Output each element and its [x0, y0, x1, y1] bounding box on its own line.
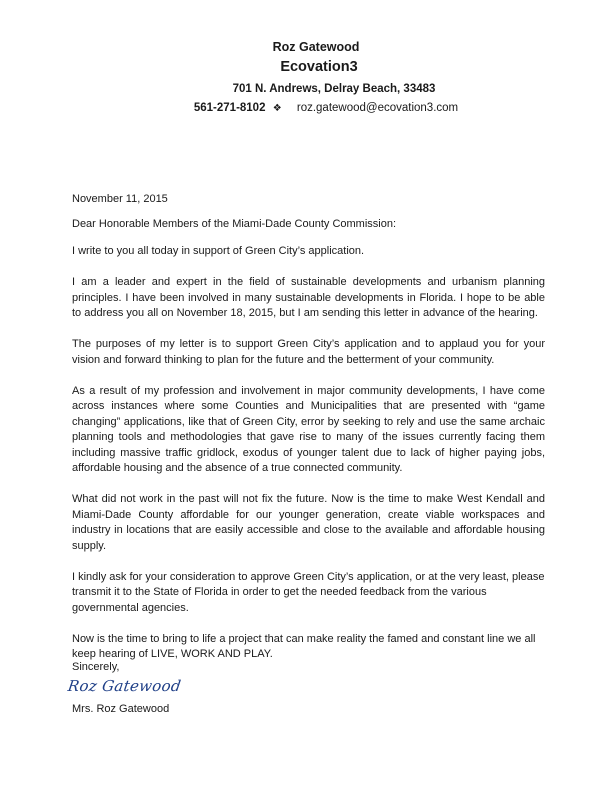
handwritten-signature: Roz Gatewood	[66, 677, 183, 695]
letter-body	[72, 192, 545, 678]
diamond-separator-icon: ❖	[272, 103, 282, 114]
letterhead-phone: 561-271-8102	[193, 102, 266, 114]
paragraph-5: What did not work in the past will not fix the future. Now is the time to make West Kendall and Miami-Dade County affordable for our younger generation, create viable workspaces and industry in locations that are easily accessible and close to the available and affordable housing supply.	[72, 493, 545, 552]
paragraph-7: Now is the time to bring to life a project that can make reality the famed and constant line we all keep hearing of LIVE, WORK AND PLAY.	[72, 632, 536, 660]
letter-salutation: Dear Honorable Members of the Miami-Dade County Commission:	[72, 217, 397, 230]
letter-closing: Sincerely,	[72, 661, 120, 673]
letterhead-contact	[40, 101, 612, 116]
letterhead-company: Ecovation3	[280, 59, 358, 75]
signer-name: Mrs. Roz Gatewood	[72, 703, 170, 715]
paragraph-2: I am a leader and expert in the field of sustainable developments and urbanism planning principles. I have been involved in many sustainable developments in Florida. I hope to be able to address you all on November 18, 2015, but I am sending this letter in advance of the hearing.	[72, 276, 545, 319]
letterhead	[0, 40, 612, 116]
paragraph-1: I write to you all today in support of Green City’s application.	[72, 245, 365, 257]
paragraph-3: The purposes of my letter is to support Green City’s application and to applaud you for your vision and forward thinking to plan for the future and the betterment of your community.	[72, 338, 545, 366]
paragraph-4: As a result of my profession and involvement in major community developments, I have come across instances where some Counties and Municipalities that are presented with “game changing” applications, like that of Green City, error by seeking to rely and use the same archaic planning tools and methodologies that gave rise to many of the issues currently facing them including massive traffic gridlock, exodus of younger talent due to lack of higher paying jobs, affordable housing and the absence of a true connected community.	[72, 384, 545, 474]
letterhead-address: 701 N. Andrews, Delray Beach, 33483	[232, 83, 436, 95]
letterhead-name: Roz Gatewood	[272, 40, 360, 54]
letter-date: November 11, 2015	[72, 193, 168, 205]
letterhead-email: roz.gatewood@ecovation3.com	[296, 102, 459, 114]
paragraph-6: I kindly ask for your consideration to approve Green City’s application, or at the very least, please transmit it to the State of Florida in order to get the needed feedback from the various governmental agencies.	[72, 570, 545, 614]
